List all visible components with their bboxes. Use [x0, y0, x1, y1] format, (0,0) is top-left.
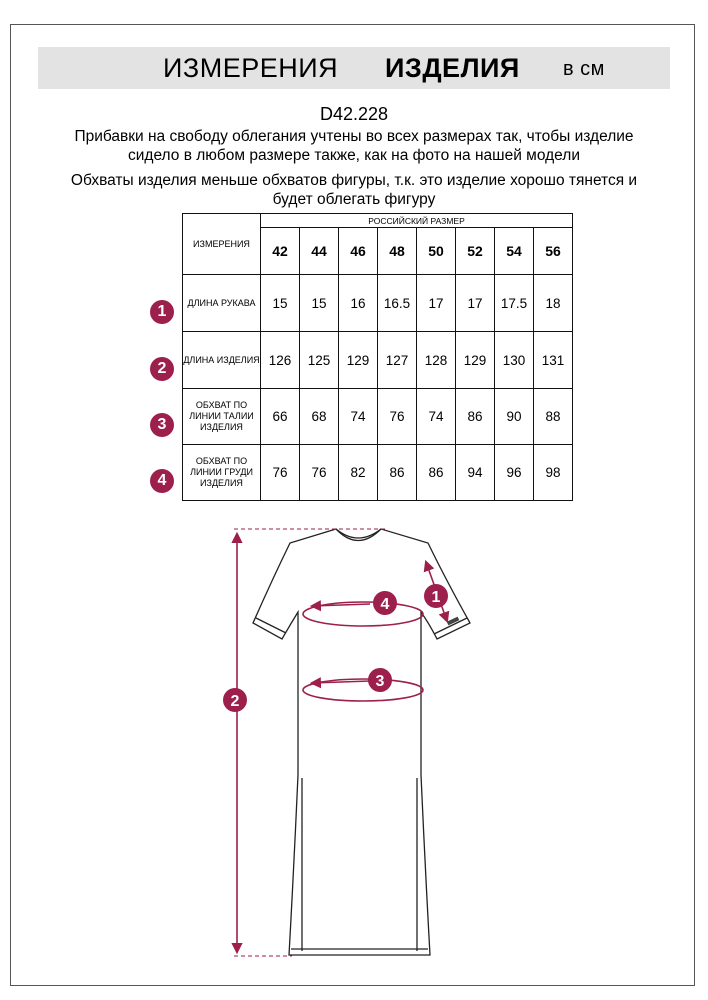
- table-cell: 76: [261, 445, 300, 501]
- header-title-word1: ИЗМЕРЕНИЯ: [163, 53, 339, 83]
- size-header: 48: [378, 228, 417, 275]
- table-cell: 76: [378, 389, 417, 445]
- table-cell: 17.5: [495, 275, 534, 332]
- size-header: 46: [339, 228, 378, 275]
- table-cell: 129: [339, 332, 378, 389]
- size-system-label: РОССИЙСКИЙ РАЗМЕР: [261, 214, 573, 228]
- size-header: 44: [300, 228, 339, 275]
- table-cell: 125: [300, 332, 339, 389]
- svg-text:1: 1: [431, 589, 441, 606]
- header-title-word2: ИЗДЕЛИЯ: [385, 53, 520, 83]
- table-cell: 17: [417, 275, 456, 332]
- table-cell: 86: [456, 389, 495, 445]
- sleeve-tag: [447, 617, 460, 626]
- marker-badge-1: [424, 584, 448, 608]
- row-label: ОБХВАТ ПО ЛИНИИ ГРУДИ ИЗДЕЛИЯ: [183, 445, 261, 501]
- row-number-badge: 2: [150, 357, 174, 381]
- table-cell: 86: [378, 445, 417, 501]
- table-cell: 90: [495, 389, 534, 445]
- row-label: ДЛИНА РУКАВА: [183, 275, 261, 332]
- table-cell: 94: [456, 445, 495, 501]
- table-cell: 74: [339, 389, 378, 445]
- chest-arrow: [312, 604, 370, 606]
- table-cell: 130: [495, 332, 534, 389]
- article-code: D42.228: [319, 104, 389, 124]
- stretch-note: Обхваты изделия меньше обхватов фигуры, т.к. это изделие хорошо тянется и будет облегать фигуру: [70, 172, 638, 208]
- table-cell: 98: [534, 445, 573, 501]
- table-cell: 15: [300, 275, 339, 332]
- table-cell: 15: [261, 275, 300, 332]
- size-header: 54: [495, 228, 534, 275]
- table-cell: 68: [300, 389, 339, 445]
- table-cell: 126: [261, 332, 300, 389]
- table-cell: 88: [534, 389, 573, 445]
- table-cell: 82: [339, 445, 378, 501]
- table-corner-label: ИЗМЕРЕНИЯ: [183, 214, 261, 275]
- row-label: ДЛИНА ИЗДЕЛИЯ: [183, 332, 261, 389]
- svg-text:4: 4: [380, 596, 390, 613]
- fit-note: Прибавки на свободу облегания учтены во всех размерах так, чтобы изделие сидело в любом размере также, как на фото на нашей модели: [74, 128, 634, 164]
- table-cell: 74: [417, 389, 456, 445]
- marker-badge-3: [368, 668, 392, 692]
- size-header: 42: [261, 228, 300, 275]
- size-header: 52: [456, 228, 495, 275]
- table-cell: 17: [456, 275, 495, 332]
- table-cell: 128: [417, 332, 456, 389]
- size-header: 50: [417, 228, 456, 275]
- svg-text:3: 3: [375, 673, 385, 690]
- svg-text:2: 2: [230, 693, 240, 710]
- table-cell: 86: [417, 445, 456, 501]
- row-number-badge: 3: [150, 413, 174, 437]
- row-number-badge: 4: [150, 469, 174, 493]
- table-cell: 66: [261, 389, 300, 445]
- table-cell: 18: [534, 275, 573, 332]
- marker-badge-4: [373, 591, 397, 615]
- table-cell: 16.5: [378, 275, 417, 332]
- table-cell: 76: [300, 445, 339, 501]
- table-cell: 96: [495, 445, 534, 501]
- marker-badge-2: [223, 688, 247, 712]
- header-unit: в см: [563, 58, 605, 80]
- table-cell: 16: [339, 275, 378, 332]
- row-number-badge: 1: [150, 300, 174, 324]
- table-cell: 127: [378, 332, 417, 389]
- size-header: 56: [534, 228, 573, 275]
- table-cell: 131: [534, 332, 573, 389]
- waist-arrow: [312, 681, 370, 683]
- table-cell: 129: [456, 332, 495, 389]
- row-label: ОБХВАТ ПО ЛИНИИ ТАЛИИ ИЗДЕЛИЯ: [183, 389, 261, 445]
